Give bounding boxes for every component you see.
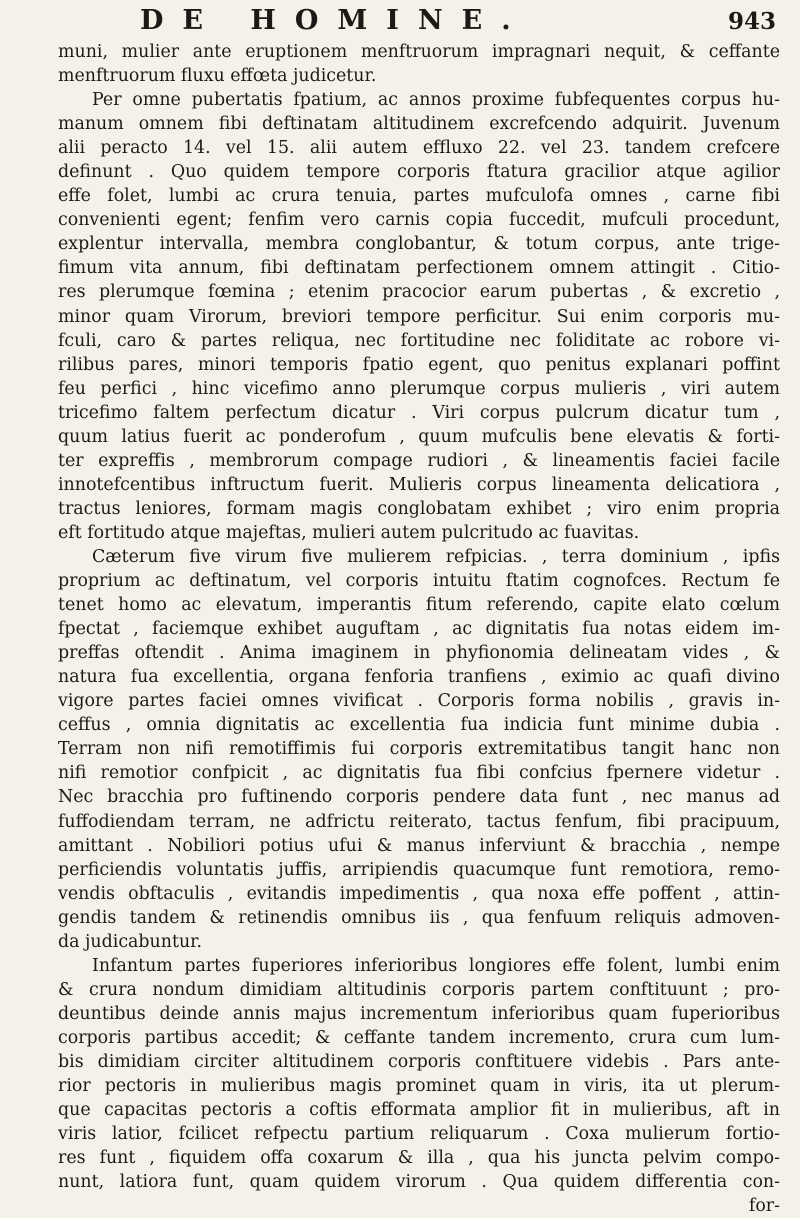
text-line: tractus leniores, formam magis conglobatam exhibet ; viro enim propria: [58, 498, 780, 519]
text-line: feu perfici , hinc vicefimo anno plerumque corpus mulieris , viri autem: [58, 378, 780, 399]
text-line: proprium ac deftinatum, vel corporis intuitu ftatim cognofces. Rectum fe: [58, 571, 780, 592]
text-line: nunt, latiora funt, quam quidem virorum . Qua quidem differentia con-: [58, 1172, 780, 1193]
text-line: viris latior, fcilicet refpectu partium reliquarum . Coxa mulierum fortio-: [58, 1124, 780, 1145]
text-line: res plerumque fœmina ; etenim pracocior earum pubertas , & excretio ,: [58, 282, 780, 303]
text-line: quum latius fuerit ac ponderofum , quum mufculis bene elevatis & forti-: [58, 426, 780, 447]
text-line: Cæterum five virum five mulierem refpicias. , terra dominium , ipfis: [92, 546, 780, 567]
text-line: da judicabuntur.: [58, 931, 203, 952]
text-line: gendis tandem & retinendis omnibus iis , qua fenfuum reliquis admoven-: [58, 907, 780, 928]
text-line: innotefcentibus inftructum fuerit. Mulieris corpus lineamenta delicatiora ,: [58, 474, 780, 495]
text-line: que capacitas pectoris a coftis efformata amplior fit in mulieribus, aft in: [58, 1100, 780, 1121]
text-line: ter expreffis , membrorum compage rudiori , & lineamentis faciei facile: [58, 450, 780, 471]
text-line: minor quam Virorum, breviori tempore perficitur. Sui enim corporis mu-: [58, 306, 780, 327]
text-line: preffas oftendit . Anima imaginem in phyfionomia delineatam vides , &: [58, 643, 780, 664]
text-line: convenienti egent; fenfim vero carnis copia fuccedit, mufculi procedunt,: [58, 210, 780, 231]
text-line: Per omne pubertatis fpatium, ac annos proxime fubfequentes corpus hu-: [92, 90, 780, 111]
text-line: ceffus , omnia dignitatis ac excellentia fua indicia funt minime dubia .: [58, 715, 780, 736]
text-line: fculi, caro & partes reliqua, nec fortitudine nec foliditate ac robore vi-: [58, 330, 780, 351]
text-line: effe folet, lumbi ac crura tenuia, partes mufculofa omnes , carne fibi: [58, 186, 780, 207]
text-line: corporis partibus accedit; & ceffante tandem incremento, crura cum lum-: [58, 1027, 780, 1048]
text-line: eft fortitudo atque majeftas, mulieri autem pulcritudo ac fuavitas.: [58, 522, 640, 543]
text-line: alii peracto 14. vel 15. alii autem effluxo 22. vel 23. tandem crefcere: [58, 138, 780, 159]
text-line: natura fua excellentia, organa fenforia tranfiens , eximio ac quafi divino: [58, 667, 780, 688]
text-line: res funt , fiquidem offa coxarum & illa , qua his juncta pelvim compo-: [58, 1148, 780, 1169]
page-number: 943: [727, 8, 776, 35]
text-line: perficiendis voluntatis juffis, arripiendis quacumque funt remotiora, remo-: [58, 859, 780, 880]
text-line: deuntibus deinde annis majus incrementum inferioribus quam fuperioribus: [58, 1003, 780, 1024]
running-title: DE HOMINE.: [140, 5, 530, 36]
text-line: muni, mulier ante eruptionem menftruorum impragnari nequit, & ceffante: [58, 42, 780, 62]
text-line: tricefimo faltem perfectum dicatur . Viri corpus pulcrum dicatur tum ,: [58, 402, 780, 423]
text-line: Terram non nifi remotiffimis fui corporis extremitatibus tangit hanc non: [58, 739, 780, 760]
text-line: Infantum partes fuperiores inferioribus longiores effe folent, lumbi enim: [92, 955, 780, 976]
text-line: vendis obftaculis , evitandis impedimentis , qua noxa effe poffent , attin-: [58, 883, 780, 904]
text-line: nifi remotior confpicit , ac dignitatis fua fibi confcius fpernere videtur .: [58, 763, 780, 784]
text-line: Nec bracchia pro fuftinendo corporis pendere data funt , nec manus ad: [58, 787, 780, 808]
text-line: vigore partes faciei omnes vivificat . Corporis forma nobilis , gravis in-: [58, 691, 780, 712]
text-line: & crura nondum dimidiam altitudinis corporis partem conftituunt ; pro-: [58, 979, 780, 1000]
text-line: fpectat , faciemque exhibet auguftam , ac dignitatis fua notas eidem im-: [58, 619, 780, 640]
text-line: amittant . Nobiliori potius ufui & manus inferviunt & bracchia , nempe: [58, 835, 780, 856]
text-line: menftruorum fluxu effœta judicetur.: [58, 66, 377, 87]
text-line: definunt . Quo quidem tempore corporis ftatura gracilior atque agilior: [58, 162, 780, 183]
body-text: [58, 40, 780, 1218]
text-line: manum omnem fibi deftinatam altitudinem excrefcendo adquirit. Juvenum: [58, 114, 780, 135]
catchword: for-: [748, 1196, 780, 1217]
text-line: fuffodiendam terram, ne adfrictu reiterato, tactus fenfum, fibi pracipuum,: [58, 811, 780, 832]
text-line: bis dimidiam circiter altitudinem corporis conftituere videbis . Pars ante-: [58, 1051, 780, 1072]
text-line: rilibus pares, minori temporis fpatio egent, quo penitus explanari poffint: [58, 354, 780, 375]
text-line: rior pectoris in mulieribus magis prominet quam in viris, ita ut plerum-: [58, 1076, 780, 1097]
page-header: [0, 2, 800, 40]
text-line: fimum vita annum, fibi deftinatam perfectionem omnem attingit . Citio-: [58, 258, 780, 279]
text-line: explentur intervalla, membra conglobantur, & totum corpus, ante trige-: [58, 234, 780, 255]
text-line: tenet homo ac elevatum, imperantis fitum referendo, capite elato cœlum: [58, 595, 780, 616]
